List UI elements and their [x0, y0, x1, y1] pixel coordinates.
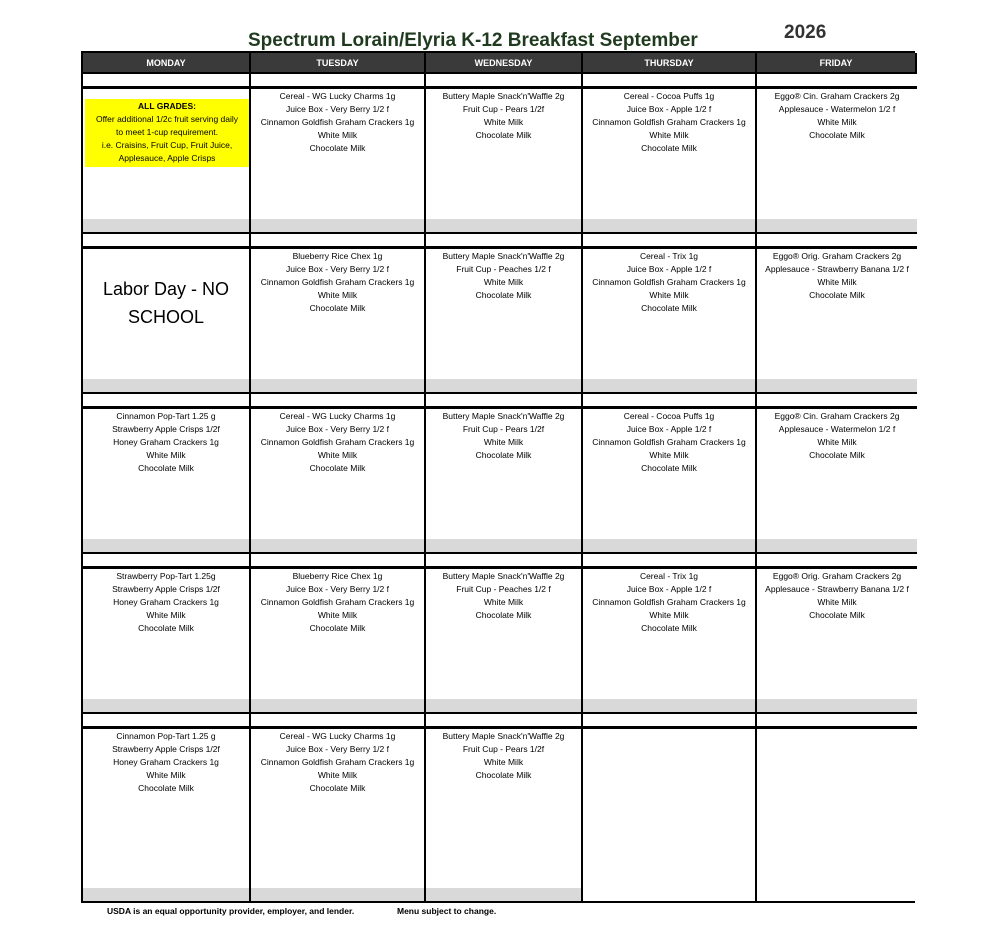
menu-item: Chocolate Milk [309, 303, 366, 313]
menu-item: Buttery Maple Snack'n'Waffle 2g [442, 731, 565, 741]
day-cell-wednesday [426, 86, 583, 232]
menu-items [757, 249, 917, 302]
cell-footer-strip [757, 219, 917, 232]
menu-items [757, 569, 917, 622]
usda-statement: USDA is an equal opportunity provider, employer, and lender. [107, 906, 355, 916]
menu-item: Cinnamon Goldfish Graham Crackers 1g [592, 597, 746, 607]
menu-items [83, 569, 249, 635]
menu-item: White Milk [817, 437, 857, 447]
menu-item: Honey Graham Crackers 1g [113, 597, 219, 607]
day-cell-wednesday [426, 246, 583, 392]
cell-footer-strip [426, 888, 581, 901]
menu-item: White Milk [649, 290, 689, 300]
menu-item: White Milk [483, 117, 524, 127]
menu-item: Chocolate Milk [475, 770, 532, 780]
cell-footer-strip [83, 888, 249, 901]
menu-item: Eggo® Orig. Graham Crackers 2g [772, 251, 902, 261]
cell-footer-strip [757, 379, 917, 392]
menu-items [251, 249, 424, 315]
day-cell-monday [83, 406, 251, 552]
cell-footer-strip [251, 539, 424, 552]
menu-item: Fruit Cup - Pears 1/2f [462, 424, 545, 434]
menu-item: White Milk [817, 117, 857, 127]
date-spacer [426, 72, 583, 86]
menu-item: Juice Box - Apple 1/2 f [626, 424, 712, 434]
cell-footer-strip [83, 219, 249, 232]
day-cell-thursday [583, 566, 757, 712]
date-spacer [251, 72, 426, 86]
cell-footer-strip [426, 539, 581, 552]
day-cell-friday [757, 86, 917, 232]
menu-item: White Milk [649, 450, 689, 460]
menu-item: White Milk [317, 290, 358, 300]
menu-item: Cinnamon Goldfish Graham Crackers 1g [592, 117, 746, 127]
menu-item: Cereal - WG Lucky Charms 1g [279, 731, 396, 741]
menu-items [583, 409, 755, 475]
menu-item: Strawberry Apple Crisps 1/2f [112, 744, 220, 754]
cell-footer-strip [583, 219, 755, 232]
day-header-monday: MONDAY [83, 53, 251, 72]
date-spacer [583, 72, 757, 86]
menu-item: Applesauce - Watermelon 1/2 f [778, 424, 896, 434]
day-cell-tuesday [251, 86, 426, 232]
menu-item: White Milk [146, 770, 186, 780]
date-spacer [583, 712, 757, 726]
note-line: to meet 1-cup requirement. [115, 127, 219, 137]
day-cell-thursday [583, 246, 757, 392]
menu-items [757, 729, 917, 730]
cell-footer-strip [83, 379, 249, 392]
date-spacer [83, 72, 251, 86]
note-line: i.e. Craisins, Fruit Cup, Fruit Juice, [101, 140, 233, 150]
holiday-line: SCHOOL [127, 307, 205, 327]
menu-item: Cereal - Trix 1g [639, 251, 699, 261]
menu-item: Chocolate Milk [309, 783, 366, 793]
menu-item: Chocolate Milk [641, 623, 697, 633]
holiday-line: Labor Day - NO [102, 279, 230, 299]
menu-items [583, 729, 755, 730]
menu-item: Chocolate Milk [309, 463, 366, 473]
cell-footer-strip [757, 539, 917, 552]
menu-item: Cinnamon Goldfish Graham Crackers 1g [592, 277, 746, 287]
menu-item: Fruit Cup - Pears 1/2f [462, 104, 545, 114]
menu-item: Blueberry Rice Chex 1g [292, 571, 383, 581]
day-cell-friday [757, 246, 917, 392]
menu-items [583, 249, 755, 315]
cell-footer-strip [583, 539, 755, 552]
menu-item: Blueberry Rice Chex 1g [292, 251, 383, 261]
cell-footer-strip [426, 699, 581, 712]
menu-items [757, 89, 917, 142]
menu-item: White Milk [317, 130, 358, 140]
day-cell-wednesday [426, 726, 583, 901]
cell-footer-strip [583, 699, 755, 712]
menu-items [426, 409, 581, 462]
menu-item: Cinnamon Goldfish Graham Crackers 1g [260, 597, 415, 607]
day-header-tuesday: TUESDAY [251, 53, 426, 72]
date-spacer [426, 232, 583, 246]
note-line: Offer additional 1/2c fruit serving daily [95, 114, 239, 124]
menu-item: Juice Box - Very Berry 1/2 f [286, 584, 389, 594]
cell-footer-strip [251, 699, 424, 712]
menu-item: White Milk [317, 770, 358, 780]
day-cell-wednesday [426, 566, 583, 712]
cell-footer-strip [426, 379, 581, 392]
menu-item: White Milk [483, 437, 524, 447]
menu-item: Honey Graham Crackers 1g [113, 757, 219, 767]
menu-item: Chocolate Milk [309, 623, 366, 633]
menu-item: Chocolate Milk [641, 303, 697, 313]
menu-item: White Milk [483, 277, 524, 287]
menu-item: Eggo® Cin. Graham Crackers 2g [774, 91, 900, 101]
menu-items [426, 89, 581, 142]
menu-item: Chocolate Milk [475, 450, 532, 460]
menu-item: Juice Box - Very Berry 1/2 f [286, 424, 389, 434]
menu-item: Cinnamon Pop-Tart 1.25 g [116, 731, 216, 741]
menu-item: Fruit Cup - Peaches 1/2 f [456, 584, 551, 594]
menu-item: Cinnamon Goldfish Graham Crackers 1g [260, 437, 415, 447]
date-spacer [83, 392, 251, 406]
day-cell-tuesday [251, 246, 426, 392]
day-header-friday: FRIDAY [757, 53, 917, 72]
date-spacer [251, 232, 426, 246]
day-cell-tuesday [251, 726, 426, 901]
menu-item: Cereal - Trix 1g [639, 571, 699, 581]
menu-item: Cinnamon Goldfish Graham Crackers 1g [592, 437, 746, 447]
cell-footer-strip [757, 699, 917, 712]
day-cell-tuesday [251, 406, 426, 552]
menu-item: Cinnamon Goldfish Graham Crackers 1g [260, 117, 415, 127]
menu-item: Buttery Maple Snack'n'Waffle 2g [442, 251, 565, 261]
day-cell-monday [83, 86, 251, 232]
menu-item: Applesauce - Strawberry Banana 1/2 f [765, 584, 909, 594]
menu-item: Cereal - Cocoa Puffs 1g [623, 411, 715, 421]
menu-item: Strawberry Pop-Tart 1.25g [116, 571, 216, 581]
date-spacer [251, 712, 426, 726]
menu-item: Juice Box - Apple 1/2 f [626, 584, 712, 594]
menu-item: Cereal - WG Lucky Charms 1g [279, 91, 396, 101]
menu-item: Chocolate Milk [809, 610, 865, 620]
cell-footer-strip [251, 888, 424, 901]
date-spacer [83, 552, 251, 566]
menu-item: Cereal - WG Lucky Charms 1g [279, 411, 396, 421]
day-cell-monday [83, 566, 251, 712]
holiday-label [83, 275, 249, 331]
menu-item: White Milk [317, 610, 358, 620]
menu-item: Strawberry Apple Crisps 1/2f [112, 424, 220, 434]
menu-item: Chocolate Milk [475, 130, 532, 140]
day-cell-friday [757, 406, 917, 552]
date-spacer [251, 392, 426, 406]
note-line: Applesauce, Apple Crisps [118, 153, 216, 163]
menu-item: White Milk [146, 610, 186, 620]
menu-item: Eggo® Orig. Graham Crackers 2g [772, 571, 902, 581]
day-cell-wednesday [426, 406, 583, 552]
menu-item: Buttery Maple Snack'n'Waffle 2g [442, 571, 565, 581]
cell-footer-strip [583, 379, 755, 392]
menu-item: Juice Box - Very Berry 1/2 f [286, 264, 389, 274]
menu-calendar [81, 51, 915, 903]
menu-items [251, 89, 424, 155]
menu-items [757, 409, 917, 462]
menu-item: Buttery Maple Snack'n'Waffle 2g [442, 411, 565, 421]
menu-items [251, 729, 424, 795]
day-cell-friday [757, 566, 917, 712]
menu-items [251, 409, 424, 475]
menu-item: Chocolate Milk [641, 463, 697, 473]
date-spacer [583, 392, 757, 406]
menu-item: Chocolate Milk [138, 623, 194, 633]
date-spacer [251, 552, 426, 566]
day-cell-tuesday [251, 566, 426, 712]
menu-item: White Milk [649, 130, 689, 140]
page-title: Spectrum Lorain/Elyria K-12 Breakfast September [248, 30, 698, 51]
menu-item: Applesauce - Watermelon 1/2 f [778, 104, 896, 114]
menu-item: Juice Box - Very Berry 1/2 f [286, 104, 389, 114]
note-title: ALL GRADES: [138, 101, 196, 111]
day-cell-thursday [583, 86, 757, 232]
menu-item: Chocolate Milk [309, 143, 366, 153]
menu-item: Chocolate Milk [809, 450, 865, 460]
date-spacer [426, 552, 583, 566]
date-spacer [83, 232, 251, 246]
menu-item: White Milk [649, 610, 689, 620]
day-cell-friday [757, 726, 917, 901]
date-spacer [757, 552, 917, 566]
menu-item: Chocolate Milk [809, 130, 865, 140]
date-spacer [583, 552, 757, 566]
menu-item: Juice Box - Apple 1/2 f [626, 104, 712, 114]
menu-items [83, 409, 249, 475]
menu-item: Cinnamon Goldfish Graham Crackers 1g [260, 757, 415, 767]
menu-items [426, 569, 581, 622]
day-header-thursday: THURSDAY [583, 53, 757, 72]
date-spacer [83, 712, 251, 726]
fruit-requirement-note [85, 99, 249, 167]
menu-items [426, 249, 581, 302]
date-spacer [757, 232, 917, 246]
menu-items [251, 569, 424, 635]
date-spacer [757, 392, 917, 406]
date-spacer [583, 232, 757, 246]
menu-items [583, 569, 755, 635]
menu-items [583, 89, 755, 155]
cell-footer-strip [83, 699, 249, 712]
menu-item: White Milk [817, 277, 857, 287]
menu-item: White Milk [146, 450, 186, 460]
menu-item: Buttery Maple Snack'n'Waffle 2g [442, 91, 565, 101]
day-cell-monday [83, 246, 251, 392]
cell-footer-strip [251, 219, 424, 232]
menu-item: Chocolate Milk [138, 783, 194, 793]
day-cell-thursday [583, 406, 757, 552]
menu-item: Applesauce - Strawberry Banana 1/2 f [765, 264, 909, 274]
menu-item: White Milk [817, 597, 857, 607]
menu-item: Honey Graham Crackers 1g [113, 437, 219, 447]
cell-footer-strip [251, 379, 424, 392]
menu-item: Fruit Cup - Peaches 1/2 f [456, 264, 551, 274]
date-spacer [757, 72, 917, 86]
day-cell-monday [83, 726, 251, 901]
menu-item: Juice Box - Very Berry 1/2 f [286, 744, 389, 754]
menu-item: White Milk [483, 757, 524, 767]
menu-item: Cinnamon Pop-Tart 1.25 g [116, 411, 216, 421]
menu-item: White Milk [317, 450, 358, 460]
menu-item: Fruit Cup - Pears 1/2f [462, 744, 545, 754]
menu-item: White Milk [483, 597, 524, 607]
menu-change-note: Menu subject to change. [397, 906, 497, 916]
menu-item: Cereal - Cocoa Puffs 1g [623, 91, 715, 101]
menu-item: Chocolate Milk [138, 463, 194, 473]
menu-item: Eggo® Cin. Graham Crackers 2g [774, 411, 900, 421]
menu-item: Chocolate Milk [475, 610, 532, 620]
menu-item: Juice Box - Apple 1/2 f [626, 264, 712, 274]
menu-items [426, 729, 581, 782]
menu-item: Strawberry Apple Crisps 1/2f [112, 584, 220, 594]
menu-item: Chocolate Milk [809, 290, 865, 300]
menu-items [83, 729, 249, 795]
menu-item: Chocolate Milk [641, 143, 697, 153]
day-header-wednesday: WEDNESDAY [426, 53, 583, 72]
menu-item: Chocolate Milk [475, 290, 532, 300]
date-spacer [426, 392, 583, 406]
cell-footer-strip [83, 539, 249, 552]
menu-item: Cinnamon Goldfish Graham Crackers 1g [260, 277, 415, 287]
date-spacer [426, 712, 583, 726]
day-cell-thursday [583, 726, 757, 901]
date-spacer [757, 712, 917, 726]
year-label: 2026 [784, 22, 827, 43]
cell-footer-strip [426, 219, 581, 232]
